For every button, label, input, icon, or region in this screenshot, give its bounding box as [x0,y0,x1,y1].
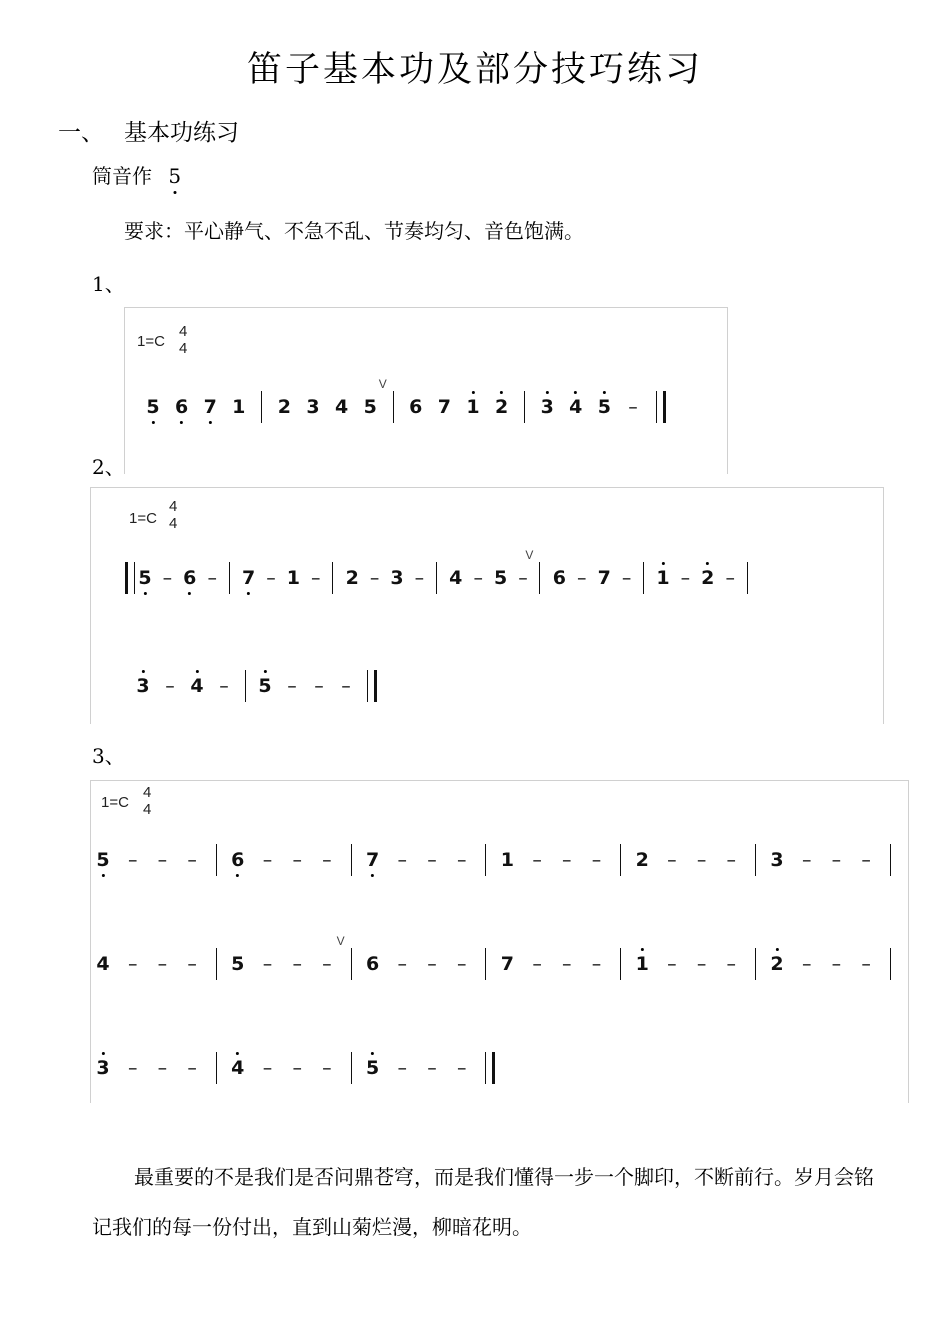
barline [890,948,891,980]
sustain-dash: – [628,396,638,418]
note: 7 [366,848,379,872]
note: 2 [770,952,783,976]
note: 5 [493,567,508,589]
barline [393,391,394,423]
score-exercise-1 [124,307,728,474]
double-barline [485,1052,495,1084]
sustain-dash: – [427,849,437,871]
sustain-dash: – [314,675,324,697]
tone-note [168,164,181,188]
high-octave-dot [371,1052,374,1055]
time-signature [143,784,151,818]
barline [620,844,621,876]
sustain-dash: – [456,953,467,975]
notation-row [91,934,908,992]
sustain-dash: – [427,953,437,975]
low-octave-dot [188,592,191,595]
breath-mark: V [378,377,387,391]
sustain-dash: – [726,849,737,871]
note: 2 [495,395,508,419]
low-octave-dot [236,874,239,877]
sustain-dash: – [322,1057,332,1079]
note: 3 [390,567,404,589]
note: 1 [656,566,669,590]
sustain-dash: – [532,953,542,975]
note: 5 [96,848,109,872]
note: 5 [363,396,377,418]
note: 6 [183,566,196,590]
sustain-dash: – [861,849,871,871]
sustain-dash: – [219,675,229,697]
key-signature: 1=C [137,333,165,350]
sustain-dash: – [414,567,425,589]
time-top: 4 [179,323,188,340]
note: 4 [190,674,203,698]
high-octave-dot [141,670,144,673]
key-signature: 1=C [101,794,129,811]
sustain-dash: – [456,849,467,871]
low-octave-dot [173,191,176,194]
closing-paragraph: 最重要的不是我们是否问鼎苍穹，而是我们懂得一步一个脚印，不断前行。岁月会铭记我们的每一份付出，直到山菊烂漫，柳暗花明。 [92,1165,874,1239]
high-octave-dot [603,391,606,394]
sustain-dash: – [292,953,302,975]
note: 3 [541,395,554,419]
sustain-dash: – [162,567,173,589]
time-top: 4 [143,784,152,801]
high-octave-dot [574,391,577,394]
barline [485,844,486,876]
sustain-dash: – [518,567,528,589]
note: 7 [437,396,452,418]
sustain-dash: – [473,567,483,589]
note: 5 [146,395,159,419]
sustain-dash: – [696,953,707,975]
sustain-dash: – [577,567,587,589]
high-octave-dot [263,670,266,673]
sustain-dash: – [562,849,572,871]
low-octave-dot [180,421,183,424]
note: 1 [232,396,246,418]
note: 3 [770,849,784,871]
sustain-dash: – [861,953,871,975]
barline [261,391,262,423]
low-octave-dot [151,421,154,424]
sustain-dash: – [262,953,273,975]
sustain-dash: – [591,849,602,871]
sustain-dash: – [127,1057,138,1079]
sustain-dash: – [532,849,542,871]
barline [485,948,486,980]
sustain-dash: – [562,953,572,975]
barline [229,562,230,594]
sustain-dash: – [725,567,735,589]
note: 4 [569,395,582,419]
page-title: 笛子基本功及部分技巧练习 [246,50,703,90]
high-octave-dot [500,391,503,394]
sustain-dash: – [397,1057,408,1079]
time-bottom: 4 [143,801,152,818]
sustain-dash: – [801,953,812,975]
double-barline [656,391,666,423]
sustain-dash: – [311,567,321,589]
double-barline [125,562,135,594]
note: 3 [136,674,149,698]
sustain-dash: – [292,849,302,871]
sustain-dash: – [397,849,408,871]
notation-row [91,548,883,606]
sustain-dash: – [127,953,138,975]
breath-mark: V [336,934,345,948]
breath-mark: V [525,548,534,562]
barline [620,948,621,980]
note: 7 [204,395,217,419]
note: 1 [286,567,301,589]
note: 4 [449,567,463,589]
exercise-2-number: 2、 [92,455,125,479]
note: 1 [500,849,515,871]
low-octave-dot [101,874,104,877]
low-octave-dot [247,592,250,595]
high-octave-dot [661,562,664,565]
low-octave-dot [371,874,374,877]
barline [216,948,217,980]
exercise-1-number: 1、 [92,272,125,296]
time-bottom: 4 [169,515,178,532]
high-octave-dot [236,1052,239,1055]
sustain-dash: – [667,953,677,975]
note: 3 [306,396,320,418]
barline [643,562,644,594]
tone-label: 筒音作 [92,164,152,188]
tone-line [92,160,181,189]
high-octave-dot [775,948,778,951]
sustain-dash: – [157,1057,168,1079]
sustain-dash: – [157,953,168,975]
high-octave-dot [101,1052,104,1055]
barline [890,844,891,876]
sustain-dash: – [187,849,197,871]
sustain-dash: – [456,1057,467,1079]
sustain-dash: – [341,675,351,697]
requirement-text: 要求：平心静气、不急不乱、节奏均匀、音色饱满。 [124,219,584,243]
notation-row [91,674,883,714]
notation-row [91,848,908,888]
note: 2 [635,849,649,871]
sustain-dash: – [591,953,602,975]
notation-row [91,1056,908,1096]
note: 7 [500,953,515,975]
barline [755,844,756,876]
note: 4 [334,396,349,418]
sustain-dash: – [801,849,812,871]
note: 2 [345,567,359,589]
note: 5 [598,395,611,419]
sustain-dash: – [262,1057,273,1079]
double-barline [367,670,377,702]
sustain-dash: – [322,849,332,871]
high-octave-dot [706,562,709,565]
sustain-dash: – [680,567,691,589]
barline [351,1052,352,1084]
barline [216,1052,217,1084]
barline [539,562,540,594]
note: 6 [231,848,244,872]
sustain-dash: – [322,953,332,975]
note: 5 [258,674,271,698]
note: 7 [242,566,255,590]
note: 6 [175,395,188,419]
note: 1 [636,952,649,976]
sustain-dash: – [369,567,380,589]
score-exercise-2 [90,487,884,724]
sustain-dash: – [831,953,842,975]
key-signature: 1=C [129,510,157,527]
note: 4 [231,1056,244,1080]
barline [245,670,246,702]
notation-row [125,377,727,435]
sustain-dash: – [157,849,168,871]
sustain-dash: – [667,849,677,871]
barline [351,844,352,876]
score-exercise-3 [90,780,909,1103]
barline [332,562,333,594]
time-signature [169,498,177,532]
section-title: 基本功练习 [124,120,239,146]
time-signature [179,323,187,357]
sustain-dash: – [127,849,138,871]
barline [436,562,437,594]
sustain-dash: – [266,567,276,589]
barline [216,844,217,876]
sustain-dash: – [427,1057,437,1079]
note: 5 [138,566,151,590]
sustain-dash: – [292,1057,302,1079]
barline [755,948,756,980]
note: 2 [701,566,714,590]
high-octave-dot [641,948,644,951]
sustain-dash: – [287,675,297,697]
note: 7 [597,567,611,589]
sustain-dash: – [726,953,737,975]
exercise-3-number: 3、 [92,744,125,768]
time-top: 4 [169,498,178,515]
note: 5 [231,953,245,975]
time-bottom: 4 [179,340,188,357]
low-octave-dot [209,421,212,424]
sustain-dash: – [207,567,217,589]
sustain-dash: – [262,849,273,871]
note: 3 [96,1056,109,1080]
note: 6 [552,567,567,589]
low-octave-dot [143,592,146,595]
sustain-dash: – [187,1057,197,1079]
high-octave-dot [195,670,198,673]
sustain-dash: – [397,953,408,975]
sustain-dash: – [696,849,707,871]
sustain-dash: – [621,567,632,589]
note: 5 [366,1056,379,1080]
barline [524,391,525,423]
note: 2 [277,396,292,418]
note: 6 [365,953,380,975]
sustain-dash: – [831,849,842,871]
high-octave-dot [546,391,549,394]
high-octave-dot [471,391,474,394]
barline [747,562,748,594]
barline [351,948,352,980]
sustain-dash: – [165,675,175,697]
section-number: 一、 [58,120,104,146]
note: 4 [96,953,110,975]
tone-note-digit: 5 [168,164,182,188]
sustain-dash: – [187,953,197,975]
note: 6 [409,396,423,418]
note: 1 [466,395,479,419]
